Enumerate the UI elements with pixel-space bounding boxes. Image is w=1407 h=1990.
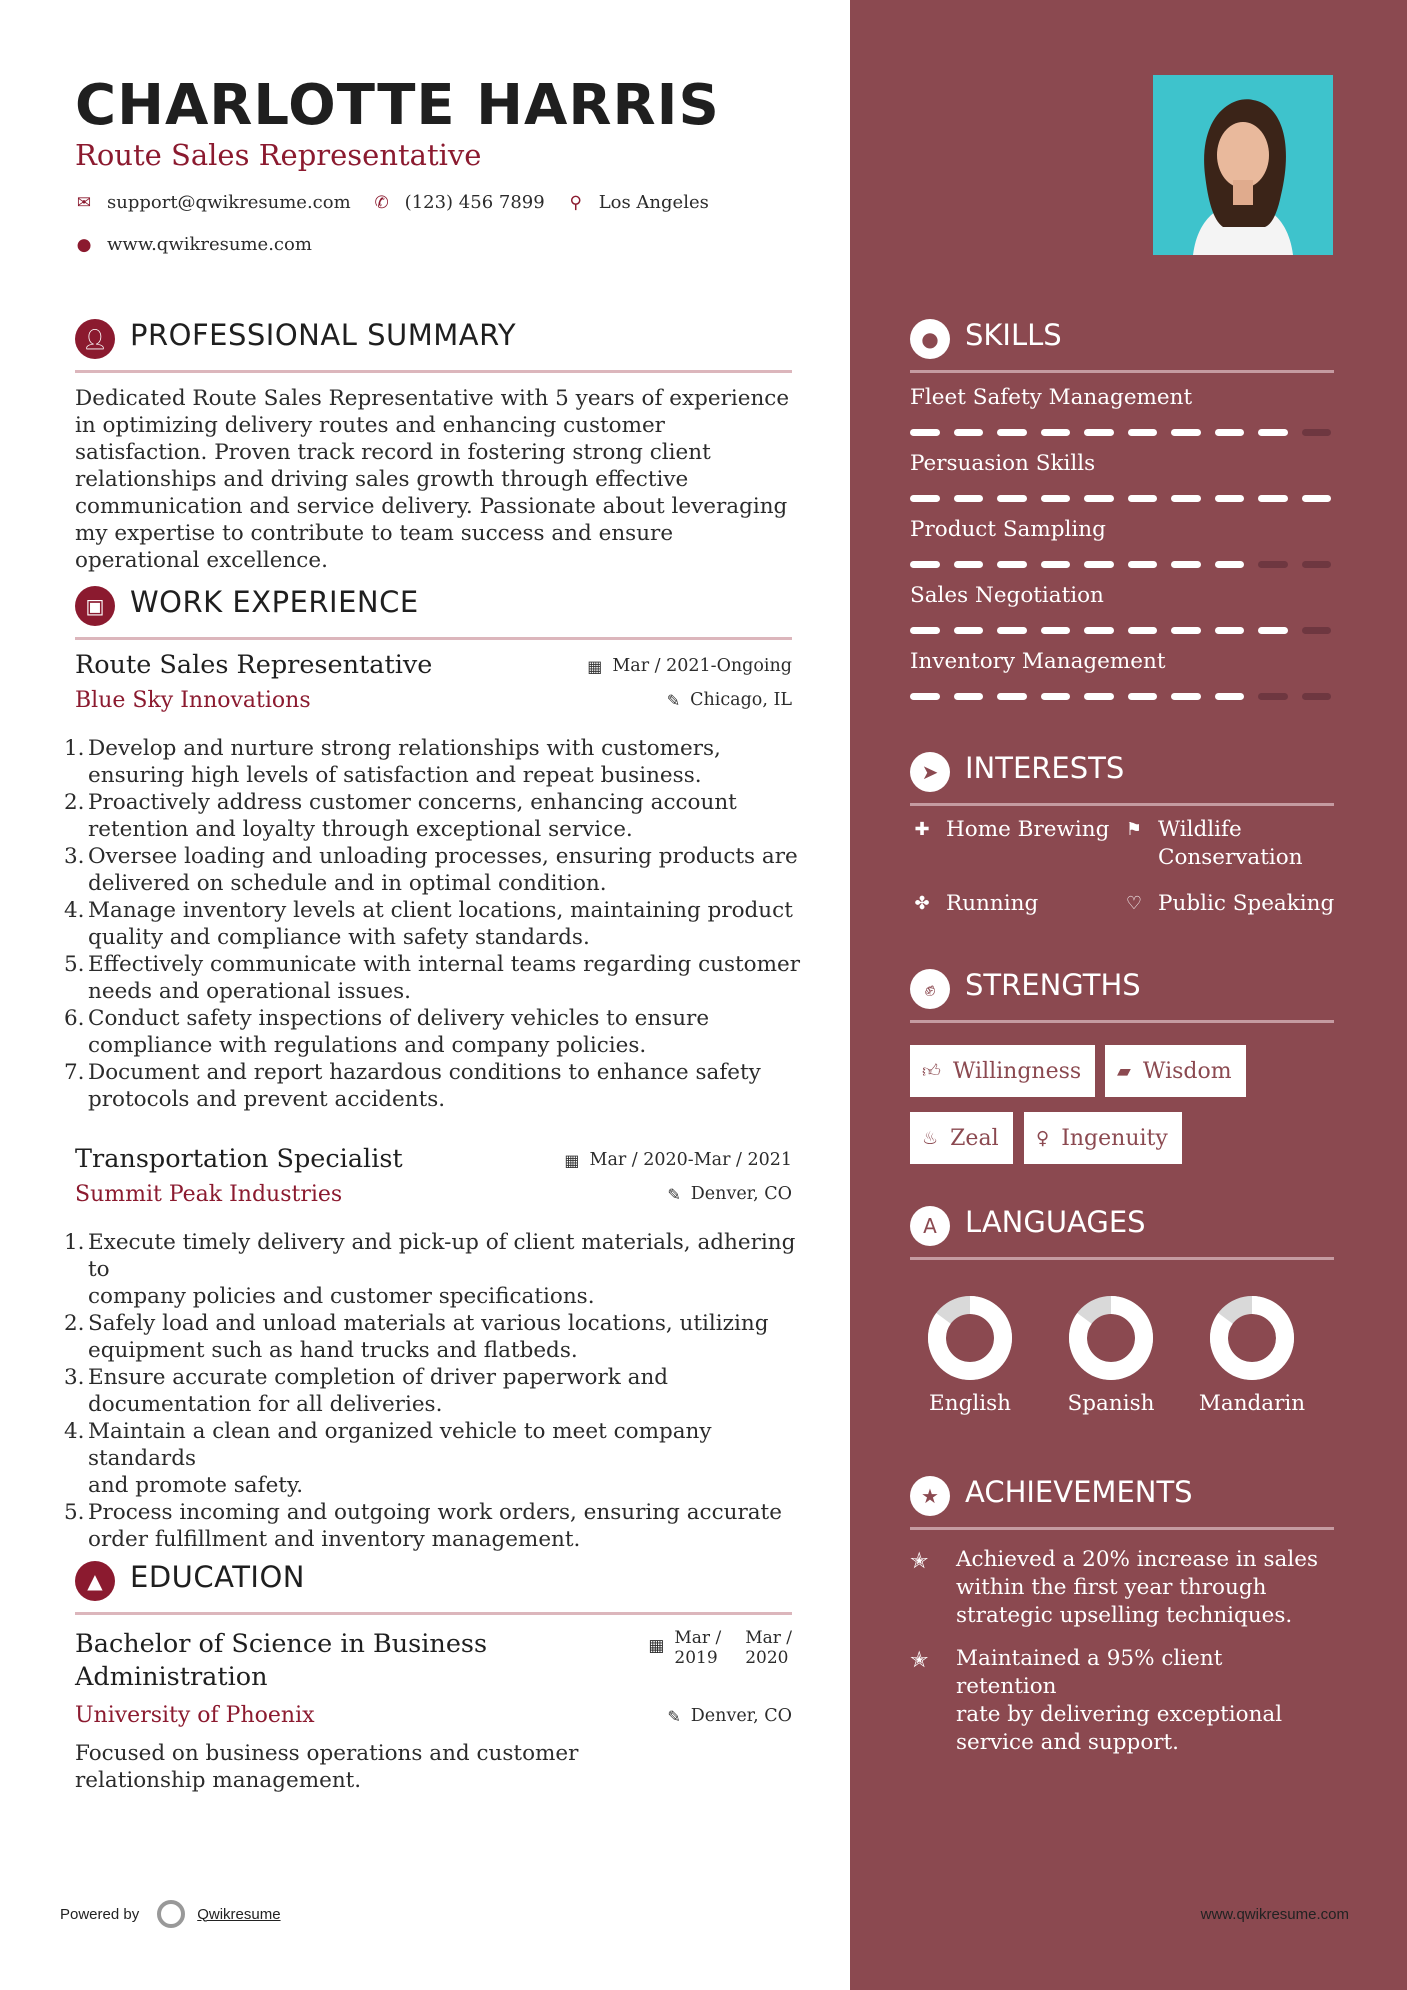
language-name: Spanish (1067, 1391, 1155, 1416)
skill-level-segment (1128, 495, 1158, 502)
skill-level-segment (1041, 561, 1071, 568)
list-item: 1. Execute timely delivery and pick-up of client materials, adhering to company policies and customer specifications. (64, 1230, 796, 1309)
candidate-title: Route Sales Representative (75, 138, 482, 172)
job-entry-1 (64, 650, 800, 1120)
achievements-divider (910, 1527, 1334, 1530)
skill-level-segment (910, 495, 940, 502)
list-item: 5. Process incoming and outgoing work orders, ensuring accurate order fulfillment and inventory management. (64, 1500, 782, 1552)
skill-level-segment (910, 429, 940, 436)
skill-level-segment (1128, 429, 1158, 436)
skill-level-segment (1215, 627, 1245, 634)
school-name: University of Phoenix (75, 1703, 315, 1728)
email-text: support@qwikresume.com (107, 192, 351, 213)
job-company: Blue Sky Innovations (75, 688, 311, 713)
language-proficiency-ring (1209, 1295, 1295, 1381)
skill-level-segment (1041, 693, 1071, 700)
language-proficiency-ring (1068, 1295, 1154, 1381)
list-item: 3. Oversee loading and unloading processes, ensuring products are delivered on schedule and in optimal condition. (64, 844, 798, 896)
strength-tag: 👍︎ Willingness (910, 1045, 1095, 1097)
skill-level-segment (1215, 561, 1245, 568)
language-name: English (929, 1391, 1011, 1416)
interest-item: ✚ Home Brewing (910, 816, 1109, 844)
pin-icon: ✎ (666, 690, 681, 710)
list-item: 6. Conduct safety inspections of delivery vehicles to ensure compliance with regulations and company policies. (64, 1006, 710, 1058)
skill-level-segment (910, 627, 940, 634)
skill-level-segment (1258, 693, 1288, 700)
website-item[interactable] (75, 234, 312, 255)
list-item: 1. Develop and nurture strong relationships with customers, ensuring high levels of satisfaction and repeat business. (64, 736, 721, 788)
strength-tag: ♀ Ingenuity (1024, 1112, 1182, 1164)
education-location: ✎ Denver, CO (667, 1706, 792, 1726)
skill-label: Fleet Safety Management (910, 385, 1193, 410)
briefcase-icon: ▣ (75, 586, 115, 626)
job-location (667, 1184, 792, 1204)
job-entry-2 (64, 1144, 796, 1552)
skill-level-segment (997, 561, 1027, 568)
pin-icon: ✎ (667, 1184, 681, 1204)
skills-heading: SKILLS (965, 318, 1062, 352)
skill-level-segment (1171, 561, 1201, 568)
job-company: Summit Peak Industries (75, 1182, 343, 1207)
website-text: www.qwikresume.com (107, 234, 312, 255)
skill-level-segment (997, 495, 1027, 502)
education-date-end: Mar / 2020 (745, 1628, 792, 1668)
skill-item (910, 649, 1334, 705)
fist-icon: ✊︎ (910, 969, 950, 1009)
interest-item: ♡ Public Speaking (1122, 890, 1334, 918)
skill-level-segment (997, 429, 1027, 436)
skill-level-segment (1302, 693, 1332, 700)
skill-level-segment (1258, 495, 1288, 502)
skill-level-segment (1128, 627, 1158, 634)
skill-level-segment (1302, 627, 1332, 634)
interests-heading: INTERESTS (965, 751, 1125, 785)
skill-label: Persuasion Skills (910, 451, 1096, 476)
skill-level-segment (954, 627, 984, 634)
paper-plane-icon: ➤ (910, 752, 950, 792)
list-item: 3. Ensure accurate completion of driver paperwork and documentation for all deliveries. (64, 1365, 669, 1417)
strengths-divider (910, 1020, 1334, 1023)
skill-level-segment (1258, 429, 1288, 436)
globe-icon: ● (76, 234, 92, 255)
skill-level-segment (1215, 495, 1245, 502)
skill-item (910, 451, 1334, 507)
website-row (75, 234, 334, 255)
skill-level-segment (1041, 495, 1071, 502)
degree-title: Bachelor of Science in Business Administration (75, 1629, 488, 1692)
heartbeat-icon: ♡ (1125, 893, 1143, 914)
location-text: Los Angeles (598, 192, 709, 213)
user-icon: 👤︎ (75, 319, 115, 359)
skill-item (910, 583, 1334, 639)
fire-icon: ♨ (922, 1127, 939, 1149)
skill-label: Inventory Management (910, 649, 1166, 674)
lightbulb-icon: ● (910, 319, 950, 359)
skill-level-bar (910, 495, 1331, 502)
strength-tag: ♨ Zeal (910, 1112, 1013, 1164)
job-location-text: Chicago, IL (690, 690, 792, 710)
skill-level-segment (1041, 429, 1071, 436)
experience-divider (75, 637, 792, 640)
languages-section-header (910, 1200, 1334, 1260)
achievements-section-header (910, 1470, 1334, 1530)
book-icon: ▰ (1117, 1060, 1131, 1082)
job-title: Route Sales Representative (75, 650, 433, 680)
skill-level-segment (1041, 627, 1071, 634)
experience-heading: WORK EXPERIENCE (130, 585, 419, 619)
graduation-cap-icon: ▲ (75, 1561, 115, 1601)
job-bullets (64, 1229, 809, 1553)
skill-item (910, 517, 1334, 573)
achievements-heading: ACHIEVEMENTS (965, 1475, 1193, 1509)
phone-icon: ✆ (374, 192, 389, 213)
skill-level-segment (1302, 429, 1332, 436)
skill-level-segment (1084, 429, 1114, 436)
skill-level-segment (1215, 693, 1245, 700)
profile-photo (1153, 75, 1333, 255)
map-marker-icon: ⚲ (569, 192, 582, 213)
skill-level-segment (1084, 561, 1114, 568)
language-name: Mandarin (1198, 1391, 1306, 1416)
job-location (667, 690, 792, 710)
skill-level-bar (910, 627, 1331, 634)
skill-level-segment (954, 495, 984, 502)
summary-text: Dedicated Route Sales Representative with 5 years of experience in optimizing delivery routes and enhancing customer satisfaction. Proven track record in fostering strong client relationships and driving sales growth through effective communication and service delivery. Passionate about leveraging my expertise to contribute to team success and ensure operational excellence. (75, 386, 790, 573)
lightbulb-icon: ♀ (1036, 1127, 1050, 1149)
skills-divider (910, 370, 1334, 373)
flag-icon: ⚑ (1125, 819, 1143, 840)
list-item: 4. Manage inventory levels at client locations, maintaining product quality and compliance with safety standards. (64, 898, 793, 950)
education-heading: EDUCATION (130, 1560, 306, 1594)
skill-label: Product Sampling (910, 517, 1106, 542)
brand-link[interactable]: Qwikresume (197, 1905, 281, 1923)
skill-level-bar (910, 561, 1331, 568)
skill-level-bar (910, 429, 1331, 436)
education-date-start: Mar / 2019 (674, 1628, 722, 1668)
language-item (900, 1295, 1040, 1416)
experience-section-header (75, 580, 792, 640)
skill-label: Sales Negotiation (910, 583, 1104, 608)
contact-row (75, 192, 731, 213)
location-item (567, 192, 709, 213)
strengths-heading: STRENGTHS (965, 968, 1141, 1002)
calendar-icon: ▦ (587, 656, 603, 676)
phone-text: (123) 456 7899 (404, 192, 545, 213)
education-section-header (75, 1555, 792, 1615)
star-icon: ✭ (910, 1549, 929, 1574)
qwikresume-logo-icon (157, 1900, 185, 1928)
portrait-image (1153, 75, 1333, 255)
interest-item: ✤ Running (910, 890, 1038, 918)
skill-item (910, 385, 1334, 441)
skill-level-segment (910, 693, 940, 700)
skill-level-segment (1171, 429, 1201, 436)
education-description: Focused on business operations and customer relationship management. (75, 1741, 579, 1793)
skill-level-segment (997, 627, 1027, 634)
interests-section-header (910, 746, 1334, 806)
paw-icon: ✤ (914, 893, 930, 914)
education-date (648, 1628, 792, 1668)
job-bullets (64, 735, 809, 1113)
skill-level-segment (954, 693, 984, 700)
star-icon: ★ (910, 1476, 950, 1516)
achievement-item: ✭ Maintained a 95% client retention rate by delivering exceptional service and support. (910, 1646, 1283, 1755)
calendar-icon: ▦ (564, 1150, 580, 1170)
skill-level-segment (1084, 627, 1114, 634)
skill-level-segment (954, 561, 984, 568)
thumbs-up-icon: 👍︎ (922, 1061, 941, 1082)
skill-level-segment (1084, 495, 1114, 502)
interests-divider (910, 803, 1334, 806)
pin-icon: ✎ (667, 1706, 681, 1726)
star-icon: ✭ (910, 1648, 929, 1673)
email-item[interactable] (75, 192, 351, 213)
skill-level-bar (910, 693, 1331, 700)
skills-section-header (910, 313, 1334, 373)
skill-level-segment (954, 429, 984, 436)
skill-level-segment (1171, 693, 1201, 700)
language-item (1182, 1295, 1322, 1416)
phone-item[interactable] (373, 192, 545, 213)
job-title: Transportation Specialist (75, 1144, 403, 1174)
summary-section-header (75, 313, 792, 373)
summary-heading: PROFESSIONAL SUMMARY (130, 318, 517, 352)
candidate-name: CHARLOTTE HARRIS (75, 73, 720, 138)
footer-site-link[interactable]: www.qwikresume.com (1200, 1906, 1349, 1923)
calendar-icon: ▦ (648, 1636, 665, 1656)
list-item: 2. Proactively address customer concerns, enhancing account retention and loyalty through exceptional service. (64, 790, 737, 842)
job-date (587, 656, 792, 676)
list-item: 2. Safely load and unload materials at various locations, utilizing equipment such as hand trucks and flatbeds. (64, 1311, 769, 1363)
job-date-text: Mar / 2020-Mar / 2021 (589, 1150, 792, 1170)
languages-divider (910, 1257, 1334, 1260)
skill-level-segment (997, 693, 1027, 700)
list-item: 5. Effectively communicate with internal teams regarding customer needs and operational issues. (64, 952, 800, 1004)
education-divider (75, 1612, 792, 1615)
language-item (1041, 1295, 1181, 1416)
skill-level-segment (1215, 429, 1245, 436)
languages-heading: LANGUAGES (965, 1205, 1146, 1239)
skill-level-segment (1171, 495, 1201, 502)
list-item: 4. Maintain a clean and organized vehicle to meet company standards and promote safety. (64, 1419, 712, 1498)
puzzle-icon: ✚ (914, 819, 930, 840)
education-entry (75, 1628, 792, 1798)
skill-level-segment (1258, 561, 1288, 568)
job-date-text: Mar / 2021-Ongoing (612, 656, 792, 676)
language-proficiency-ring (927, 1295, 1013, 1381)
list-item: 7. Document and report hazardous conditions to enhance safety protocols and prevent accidents. (64, 1060, 761, 1112)
strength-tag: ▰ Wisdom (1105, 1045, 1246, 1097)
skill-level-segment (1128, 693, 1158, 700)
footer-powered-by: Powered by Qwikresume (60, 1900, 281, 1928)
strengths-section-header (910, 963, 1334, 1023)
skill-level-segment (1258, 627, 1288, 634)
skill-level-segment (1302, 495, 1332, 502)
skill-level-segment (910, 561, 940, 568)
skill-level-segment (1171, 627, 1201, 634)
envelope-icon: ✉ (76, 192, 92, 213)
summary-divider (75, 370, 792, 373)
skill-level-segment (1302, 561, 1332, 568)
interest-item: ⚑ Wildlife Conservation (1122, 816, 1303, 872)
language-icon: A (910, 1206, 950, 1246)
achievement-item: ✭ Achieved a 20% increase in sales within the first year through strategic upselling techniques. (910, 1547, 1318, 1628)
skill-level-segment (1084, 693, 1114, 700)
job-location-text: Denver, CO (690, 1184, 792, 1204)
job-date (564, 1150, 792, 1170)
skill-level-segment (1128, 561, 1158, 568)
